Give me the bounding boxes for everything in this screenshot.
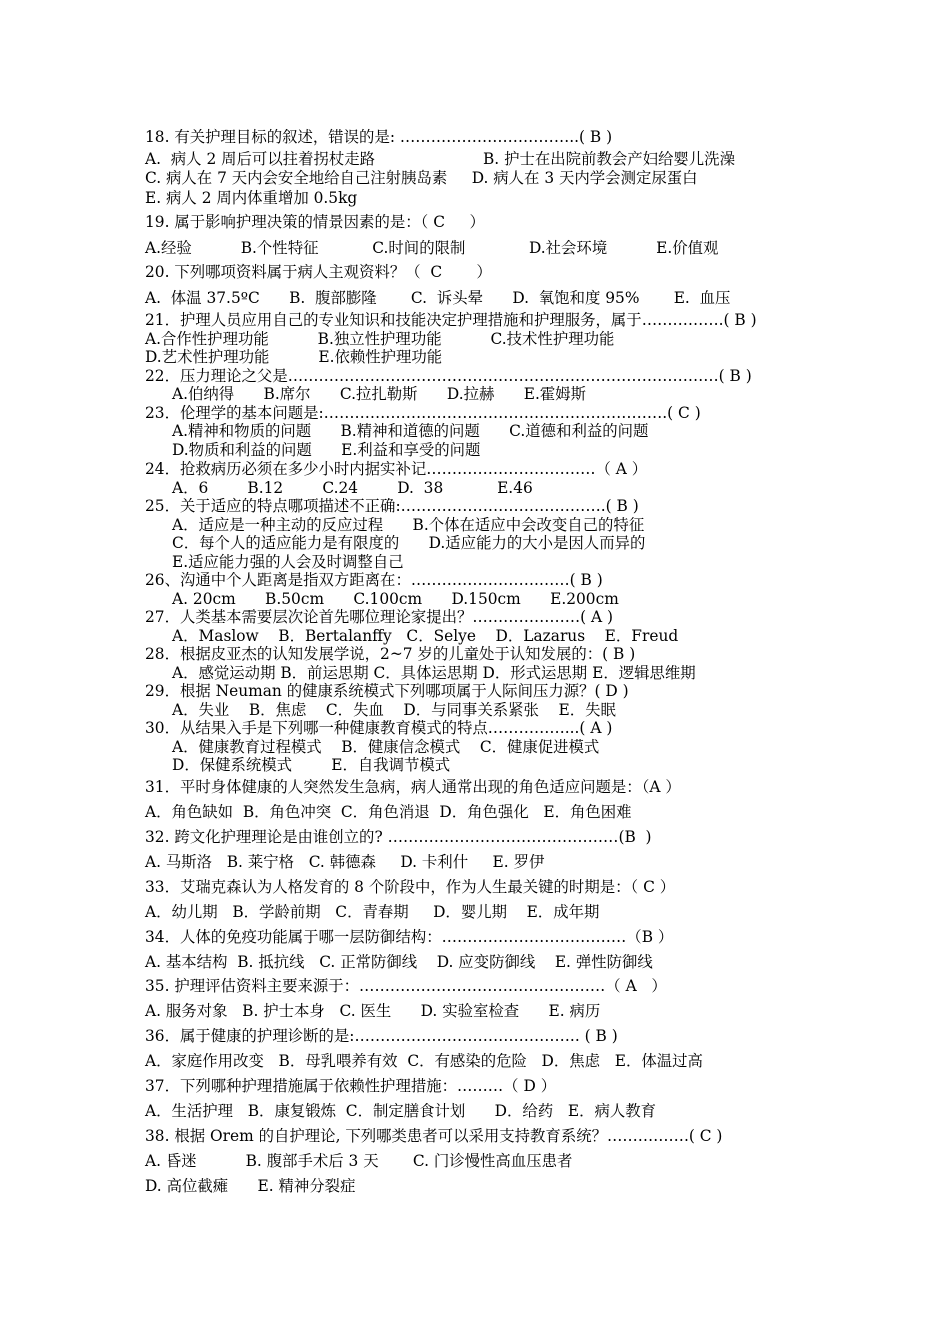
question-34-options: A. 基本结构 B. 抵抗线 C. 正常防御线 D. 应变防御线 E. 弹性防御线 — [145, 953, 653, 971]
question-38: 38. 根据 Orem 的自护理论, 下列哪类患者可以采用支持教育系统？…………….( C ) — [145, 1127, 723, 1145]
question-27-options: A．Maslow B．Bertalanffy C．Selye D．Lazarus E．Freud — [172, 627, 679, 645]
question-21: 21．护理人员应用自己的专业知识和技能决定护理措施和护理服务，属于…………….( B ) — [145, 311, 757, 329]
question-19: 19. 属于影响护理决策的情景因素的是：（ C ） — [145, 213, 485, 231]
question-32: 32. 跨文化护理理论是由谁创立的? ………………………………………(B ) — [145, 828, 652, 846]
question-30-options-2: D．保健系统模式 E．自我调节模式 — [172, 756, 451, 774]
question-30: 30．从结果入手是下列哪一种健康教育模式的特点……………...( A ) — [145, 719, 613, 737]
question-27: 27．人类基本需要层次论首先哪位理论家提出？…………………( A ) — [145, 608, 614, 626]
question-25-options-1: A．适应是一种主动的反应过程 B.个体在适应中会改变自己的特征 — [172, 516, 645, 534]
question-29-options: A．失业 B．焦虑 C．失血 D．与同事关系紧张 E．失眠 — [172, 701, 616, 719]
question-34: 34．人体的免疫功能属于哪一层防御结构：………………………………（B ） — [145, 928, 674, 946]
question-18-option-a: A. 病人 2 周后可以拄着拐杖走路 — [145, 150, 376, 168]
question-25-options-2: C．每个人的适应能力是有限度的 D.适应能力的大小是因人而异的 — [172, 534, 646, 552]
question-28-options: A．感觉运动期 B．前运思期 C．具体运思期 D．形式运思期 E．逻辑思维期 — [172, 664, 696, 682]
question-18-option-b: B. 护士在出院前教会产妇给婴儿洗澡 — [483, 150, 735, 168]
question-23-options-1: A.精神和物质的问题 B.精神和道德的问题 C.道德和利益的问题 — [172, 422, 649, 440]
question-22: 22．压力理论之父是…………………………………………………………………………( B ) — [145, 367, 752, 385]
question-31: 31．平时身体健康的人突然发生急病，病人通常出现的角色适应问题是：（A ） — [145, 778, 681, 796]
question-35-options: A. 服务对象 B. 护士本身 C. 医生 D. 实验室检查 E. 病历 — [145, 1002, 601, 1020]
question-22-options: A.伯纳得 B.席尔 C.拉扎勒斯 D.拉赫 E.霍姆斯 — [172, 385, 587, 403]
question-31-options: A．角色缺如 B．角色冲突 C．角色消退 D．角色强化 E．角色困难 — [145, 803, 632, 821]
question-37: 37．下列哪种护理措施属于依赖性护理措施：………（ D ） — [145, 1077, 557, 1095]
question-37-options: A．生活护理 B．康复锻炼 C．制定膳食计划 D．给药 E．病人教育 — [145, 1102, 657, 1120]
question-38-options-2: D. 高位截瘫 E. 精神分裂症 — [145, 1177, 356, 1195]
question-35: 35. 护理评估资料主要来源于：…………………………………………（ A ） — [145, 977, 667, 995]
question-18-options-cd: C. 病人在 7 天内会安全地给自己注射胰岛素 D. 病人在 3 天内学会测定尿蛋白 — [145, 169, 698, 187]
question-21-options-2: D.艺术性护理功能 E.依赖性护理功能 — [145, 348, 443, 366]
question-36: 36．属于健康的护理诊断的是:…………………………………….. ( B ) — [145, 1027, 618, 1045]
question-19-options: A.经验 B.个性特征 C.时间的限制 D.社会环境 E.价值观 — [145, 239, 719, 257]
question-21-options-1: A.合作性护理功能 B.独立性护理功能 C.技术性护理功能 — [145, 330, 615, 348]
question-25: 25．关于适应的特点哪项描述不正确:………………………………….( B ) — [145, 497, 639, 515]
question-38-options-1: A. 昏迷 B. 腹部手术后 3 天 C. 门诊慢性高血压患者 — [145, 1152, 573, 1170]
question-30-options-1: A．健康教育过程模式 B．健康信念模式 C．健康促进模式 — [172, 738, 600, 756]
question-33-options: A．幼儿期 B．学龄前期 C．青春期 D．婴儿期 E．成年期 — [145, 903, 600, 921]
question-23-options-2: D.物质和利益的问题 E.利益和享受的问题 — [172, 441, 481, 459]
question-24: 24．抢救病历必须在多少小时内据实补记……………………………（ A ） — [145, 460, 648, 478]
question-25-options-3: E.适应能力强的人会及时调整自己 — [172, 553, 404, 571]
question-29: 29．根据 Neuman 的健康系统模式下列哪项属于人际间压力源？( D ) — [145, 682, 629, 700]
question-23: 23．伦理学的基本问题是:………………………………………………………….( C ) — [145, 404, 701, 422]
question-20: 20. 下列哪项资料属于病人主观资料？（ C ） — [145, 263, 492, 281]
question-26: 26、沟通中个人距离是指双方距离在：…………………….……( B ) — [145, 571, 603, 589]
question-33: 33．艾瑞克森认为人格发育的 8 个阶段中，作为人生最关键的时期是：（ C ） — [145, 878, 676, 896]
question-24-options: A．6 B.12 C.24 D. 38 E.46 — [172, 479, 533, 497]
question-20-options: A. 体温 37.5ºC B. 腹部膨隆 C. 诉头晕 D. 氧饱和度 95% E. 血压 — [145, 289, 731, 307]
question-36-options: A．家庭作用改变 B．母乳喂养有效 C．有感染的危险 D．焦虑 E．体温过高 — [145, 1052, 703, 1070]
question-26-options: A. 20cm B.50cm C.100cm D.150cm E.200cm — [172, 590, 619, 608]
question-28: 28．根据皮亚杰的认知发展学说，2~7 岁的儿童处于认知发展的：( B ) — [145, 645, 636, 663]
question-32-options: A. 马斯洛 B. 莱宁格 C. 韩德森 D. 卡利什 E. 罗伊 — [145, 853, 545, 871]
question-18: 18. 有关护理目标的叙述，错误的是: ……………………………..( B ) — [145, 128, 613, 146]
question-18-option-e: E. 病人 2 周内体重增加 0.5kg — [145, 189, 358, 207]
